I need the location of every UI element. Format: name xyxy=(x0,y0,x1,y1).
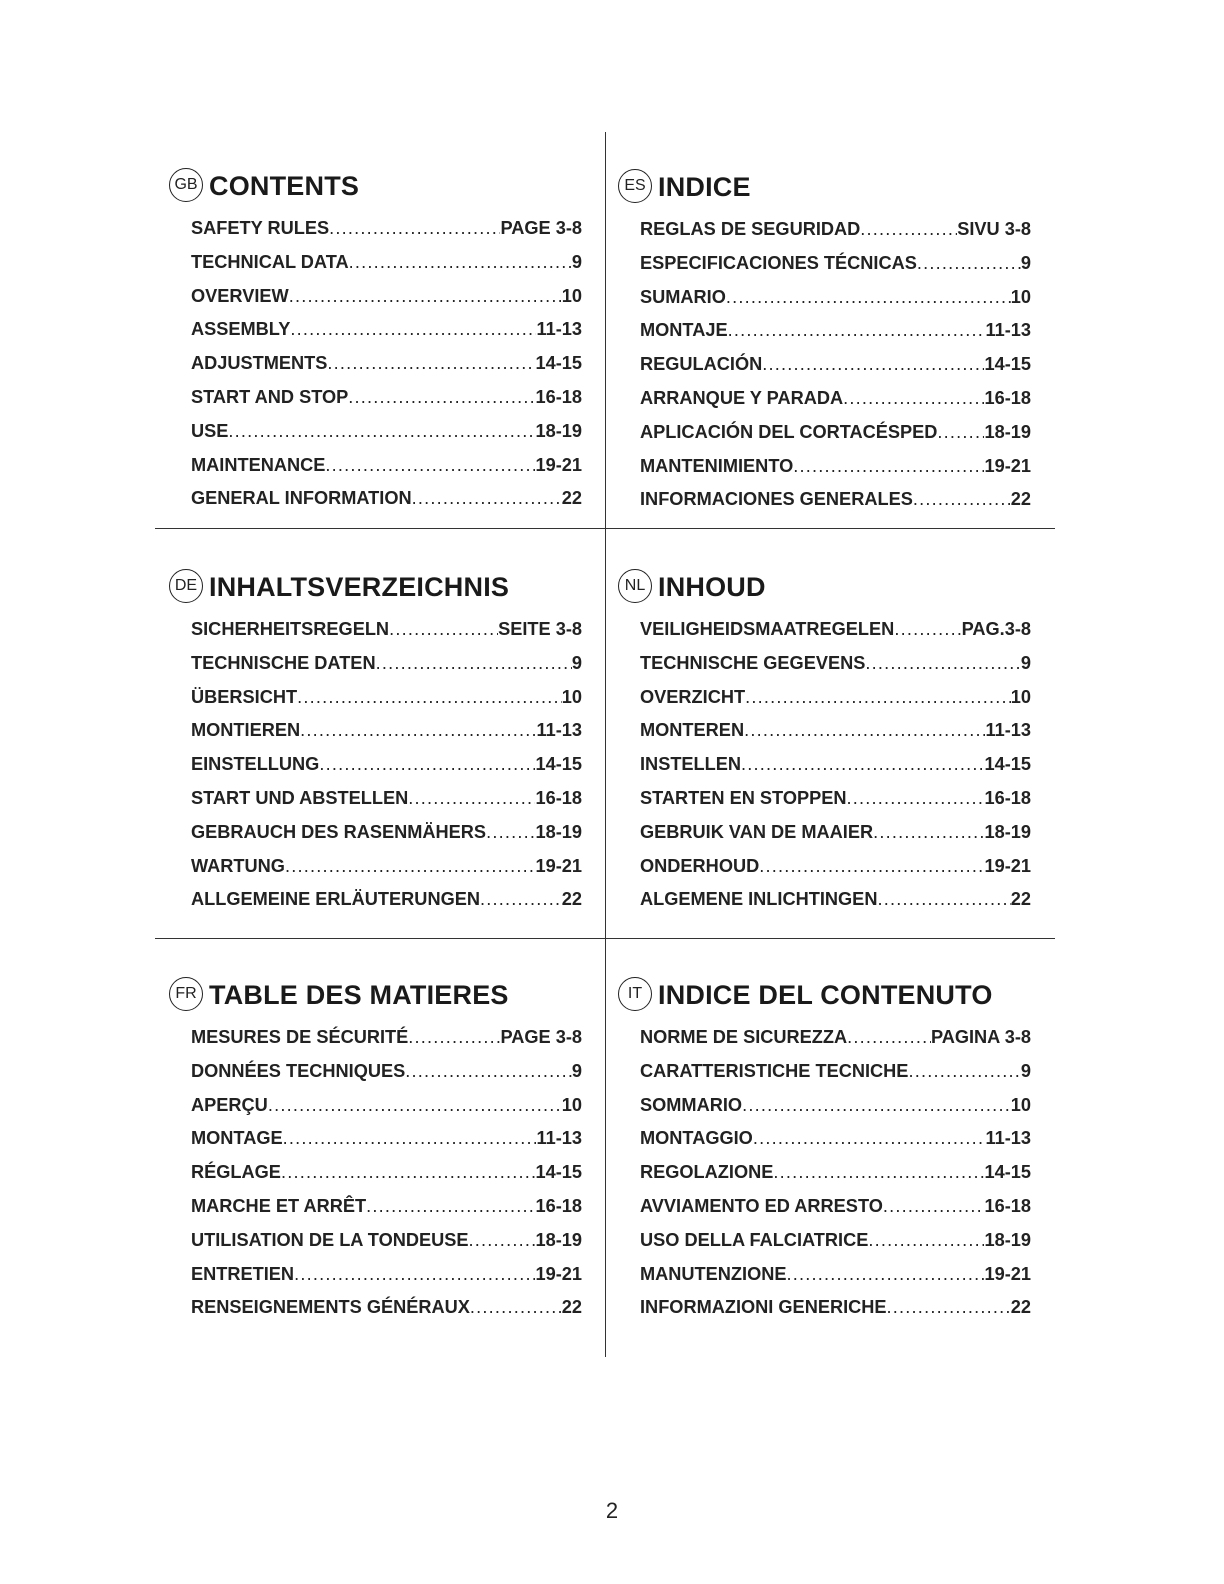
toc-entry-label: GEBRUIK VAN DE MAAIER xyxy=(640,821,874,842)
toc-entry-page: 10 xyxy=(1010,1094,1031,1115)
section-title: TABLE DES MATIERES xyxy=(209,980,509,1010)
toc-entry xyxy=(191,1089,582,1123)
toc-entry-label: ENTRETIEN xyxy=(191,1263,295,1284)
toc-entry-page: 16-18 xyxy=(535,787,582,808)
toc-entry-page: 22 xyxy=(1010,889,1031,910)
language-code-badge: NL xyxy=(618,569,652,603)
toc-entry-page: 18-19 xyxy=(984,1229,1031,1250)
toc-entry xyxy=(191,681,582,715)
toc-entry-label: CARATTERISTICHE TECNICHE xyxy=(640,1060,909,1081)
toc-entry-page: 19-21 xyxy=(984,455,1031,476)
dot-leader xyxy=(376,647,572,681)
dot-leader xyxy=(753,1122,986,1156)
toc-entry xyxy=(640,1055,1031,1089)
toc-entry xyxy=(191,1122,582,1156)
toc-section-nl xyxy=(618,567,1031,917)
toc-entry-label: SAFETY RULES xyxy=(191,218,330,238)
toc-entry-page: 10 xyxy=(561,686,582,707)
toc-entry-label: MANUTENZIONE xyxy=(640,1263,787,1284)
dot-leader xyxy=(937,416,984,450)
toc-entry-label: ASSEMBLY xyxy=(191,319,291,340)
toc-entry-page: 16-18 xyxy=(984,387,1031,408)
toc-entry-label: TECHNICAL DATA xyxy=(191,251,349,272)
toc-entry-page: 16-18 xyxy=(984,787,1031,808)
toc-entry xyxy=(640,681,1031,715)
dot-leader xyxy=(319,748,535,782)
toc-entry-label: TECHNISCHE DATEN xyxy=(191,652,376,673)
toc-entry-label: SUMARIO xyxy=(640,286,726,307)
toc-entry-page: 14-15 xyxy=(535,754,582,775)
toc-entry-label: SICHERHEITSREGELN xyxy=(191,619,390,639)
toc-entry-label: STARTEN EN STOPPEN xyxy=(640,787,847,808)
toc-entry-page: SEITE 3-8 xyxy=(498,619,582,639)
dot-leader xyxy=(300,714,536,748)
toc-entry-page: 9 xyxy=(571,251,582,272)
toc-entry-page: 18-19 xyxy=(984,421,1031,442)
toc-entry-page: 19-21 xyxy=(984,855,1031,876)
toc-entry-label: OVERZICHT xyxy=(640,686,746,707)
dot-leader xyxy=(762,348,984,382)
toc-entry-label: INSTELLEN xyxy=(640,754,742,775)
language-code-badge: IT xyxy=(618,977,652,1011)
toc-entry-label: APERÇU xyxy=(191,1094,268,1115)
dot-leader xyxy=(408,782,535,816)
toc-entry xyxy=(640,1190,1031,1224)
toc-entry xyxy=(191,1291,582,1325)
toc-entry xyxy=(191,482,582,516)
toc-entry xyxy=(191,280,582,314)
dot-leader xyxy=(297,681,562,715)
dot-leader xyxy=(728,314,986,348)
toc-entry xyxy=(640,782,1031,816)
toc-entry xyxy=(640,714,1031,748)
column-divider xyxy=(605,132,606,1357)
dot-leader xyxy=(847,1021,931,1055)
toc-section-de xyxy=(169,567,582,917)
toc-entry-page: 16-18 xyxy=(535,1195,582,1216)
dot-leader xyxy=(773,1156,984,1190)
dot-leader xyxy=(412,482,562,516)
toc-entry-page: 16-18 xyxy=(984,1195,1031,1216)
dot-leader xyxy=(793,450,984,484)
dot-leader xyxy=(883,1190,985,1224)
language-code-badge: GB xyxy=(169,168,203,202)
dot-leader xyxy=(894,613,961,647)
dot-leader xyxy=(745,681,1011,715)
dot-leader xyxy=(285,850,536,884)
toc-entry-page: 14-15 xyxy=(535,1162,582,1183)
dot-leader xyxy=(281,1156,536,1190)
dot-leader xyxy=(366,1190,535,1224)
language-code-badge: DE xyxy=(169,569,203,603)
toc-entry-label: ONDERHOUD xyxy=(640,855,760,876)
toc-entry-label: GEBRAUCH DES RASENMÄHERS xyxy=(191,821,487,842)
section-heading xyxy=(169,975,561,1015)
page-number: 2 xyxy=(605,1498,619,1523)
dot-leader xyxy=(486,816,535,850)
toc-entry-label: MAINTENANCE xyxy=(191,454,326,475)
toc-entry-page: 18-19 xyxy=(535,821,582,842)
toc-entry-page: 22 xyxy=(1010,489,1031,510)
toc-entry-label: SOMMARIO xyxy=(640,1094,743,1115)
toc-entry-page: 10 xyxy=(1010,686,1031,707)
toc-entry-page: PAGE 3-8 xyxy=(500,218,582,238)
toc-entry xyxy=(191,883,582,917)
toc-entry-list xyxy=(191,1021,582,1325)
toc-entry-label: NORME DE SICUREZZA xyxy=(640,1027,848,1047)
toc-entry-page: 19-21 xyxy=(535,855,582,876)
dot-leader xyxy=(389,613,498,647)
dot-leader xyxy=(283,1122,537,1156)
dot-leader xyxy=(289,280,562,314)
toc-entry xyxy=(640,1258,1031,1292)
dot-leader xyxy=(294,1258,535,1292)
toc-entry xyxy=(640,213,1031,247)
dot-leader xyxy=(787,1258,985,1292)
toc-entry-page: 19-21 xyxy=(535,454,582,475)
toc-entry xyxy=(191,1156,582,1190)
section-title: INDICE DEL CONTENUTO xyxy=(658,980,993,1010)
toc-entry-label: INFORMACIONES GENERALES xyxy=(640,489,913,510)
dot-leader xyxy=(917,247,1021,281)
toc-entry-page: 10 xyxy=(561,285,582,306)
toc-entry-label: START AND STOP xyxy=(191,386,349,407)
toc-entry-page: 22 xyxy=(1010,1297,1031,1318)
toc-entry-label: APLICACIÓN DEL CORTACÉSPED xyxy=(640,421,938,442)
toc-entry-label: MONTEREN xyxy=(640,720,745,741)
dot-leader xyxy=(877,883,1010,917)
toc-entry xyxy=(640,748,1031,782)
toc-entry-list xyxy=(640,213,1031,517)
toc-entry-page: 18-19 xyxy=(535,1229,582,1250)
section-title: CONTENTS xyxy=(209,171,360,201)
toc-entry xyxy=(191,313,582,347)
toc-entry-page: 14-15 xyxy=(984,354,1031,375)
toc-entry-label: ÜBERSICHT xyxy=(191,686,298,707)
toc-entry-label: MONTIEREN xyxy=(191,720,301,741)
toc-entry xyxy=(640,247,1031,281)
toc-entry-label: MONTAJE xyxy=(640,320,728,341)
toc-entry xyxy=(640,314,1031,348)
toc-section-it xyxy=(618,975,1031,1325)
toc-entry xyxy=(191,1021,582,1055)
toc-entry-label: ALLGEMEINE ERLÄUTERUNGEN xyxy=(191,889,480,910)
section-title: INHALTSVERZEICHNIS xyxy=(209,572,510,602)
language-code-badge: ES xyxy=(618,169,652,203)
section-heading xyxy=(169,567,561,607)
toc-entry-page: 18-19 xyxy=(984,821,1031,842)
toc-entry xyxy=(640,483,1031,517)
toc-entry-page: 19-21 xyxy=(535,1263,582,1284)
dot-leader xyxy=(469,1224,536,1258)
toc-entry xyxy=(640,348,1031,382)
toc-entry xyxy=(191,782,582,816)
toc-entry-label: GENERAL INFORMATION xyxy=(191,488,412,509)
dot-leader xyxy=(847,782,985,816)
toc-entry-label: ADJUSTMENTS xyxy=(191,353,328,374)
toc-entry-label: USO DELLA FALCIATRICE xyxy=(640,1229,869,1250)
toc-entry-label: OVERVIEW xyxy=(191,285,289,306)
toc-entry-page: 14-15 xyxy=(984,754,1031,775)
toc-entry-label: REGLAS DE SEGURIDAD xyxy=(640,219,861,239)
toc-entry xyxy=(191,816,582,850)
toc-entry-page: PAGE 3-8 xyxy=(500,1027,582,1047)
toc-entry-page: 22 xyxy=(561,889,582,910)
toc-entry-label: MONTAGE xyxy=(191,1128,283,1149)
toc-entry-page: SIVU 3-8 xyxy=(957,219,1031,239)
toc-entry xyxy=(191,415,582,449)
toc-entry-page: 11-13 xyxy=(985,720,1031,741)
toc-entry xyxy=(191,850,582,884)
dot-leader xyxy=(865,647,1021,681)
toc-entry-page: 9 xyxy=(1020,1060,1031,1081)
toc-entry xyxy=(191,647,582,681)
toc-entry xyxy=(191,347,582,381)
dot-leader xyxy=(887,1291,1011,1325)
toc-entry-list xyxy=(640,1021,1031,1325)
dot-leader xyxy=(329,212,500,246)
toc-entry-page: 11-13 xyxy=(985,1128,1031,1149)
section-heading xyxy=(618,567,1010,607)
dot-leader xyxy=(843,382,984,416)
dot-leader xyxy=(290,313,536,347)
toc-section-fr xyxy=(169,975,582,1325)
dot-leader xyxy=(325,449,535,483)
dot-leader xyxy=(268,1089,562,1123)
toc-entry-label: AVVIAMENTO ED ARRESTO xyxy=(640,1195,883,1216)
toc-entry-label: EINSTELLUNG xyxy=(191,754,320,775)
toc-entry xyxy=(191,1055,582,1089)
section-heading xyxy=(169,166,561,206)
dot-leader xyxy=(480,883,562,917)
dot-leader xyxy=(348,381,535,415)
toc-entry-label: TECHNISCHE GEGEVENS xyxy=(640,652,866,673)
toc-entry-page: PAGINA 3-8 xyxy=(930,1027,1031,1047)
dot-leader xyxy=(726,281,1011,315)
toc-entry-list xyxy=(191,212,582,516)
toc-entry-page: 9 xyxy=(1020,652,1031,673)
toc-entry xyxy=(640,416,1031,450)
toc-entry-page: 11-13 xyxy=(985,320,1031,341)
dot-leader xyxy=(327,347,535,381)
toc-entry-label: REGOLAZIONE xyxy=(640,1162,774,1183)
toc-entry xyxy=(640,382,1031,416)
toc-entry xyxy=(640,450,1031,484)
dot-leader xyxy=(908,1055,1020,1089)
toc-entry-label: WARTUNG xyxy=(191,855,285,876)
toc-entry-page: 9 xyxy=(571,1060,582,1081)
dot-leader xyxy=(408,1021,500,1055)
toc-entry xyxy=(640,1156,1031,1190)
dot-leader xyxy=(860,213,957,247)
toc-entry xyxy=(191,246,582,280)
toc-entry-label: MARCHE ET ARRÊT xyxy=(191,1195,367,1216)
toc-entry xyxy=(191,613,582,647)
dot-leader xyxy=(868,1224,984,1258)
dot-leader xyxy=(873,816,984,850)
toc-entry-page: 10 xyxy=(561,1094,582,1115)
toc-entry-page: 9 xyxy=(1020,252,1031,273)
toc-section-es xyxy=(618,167,1031,517)
toc-entry xyxy=(640,1089,1031,1123)
toc-entry xyxy=(191,1190,582,1224)
dot-leader xyxy=(759,850,984,884)
dot-leader xyxy=(913,483,1011,517)
toc-entry-page: 14-15 xyxy=(535,353,582,374)
toc-entry xyxy=(640,883,1031,917)
toc-entry xyxy=(640,1224,1031,1258)
dot-leader xyxy=(470,1291,562,1325)
row-divider-1 xyxy=(155,528,1055,529)
toc-entry xyxy=(640,816,1031,850)
toc-entry-label: VEILIGHEIDSMAATREGELEN xyxy=(640,619,895,639)
dot-leader xyxy=(405,1055,572,1089)
toc-entry-label: UTILISATION DE LA TONDEUSE xyxy=(191,1229,469,1250)
dot-leader xyxy=(742,1089,1011,1123)
toc-entry-label: ESPECIFICACIONES TÉCNICAS xyxy=(640,252,917,273)
toc-entry xyxy=(191,748,582,782)
toc-entry-page: 22 xyxy=(561,488,582,509)
toc-entry-page: 11-13 xyxy=(536,720,582,741)
toc-entry xyxy=(640,613,1031,647)
language-code-badge: FR xyxy=(169,977,203,1011)
toc-entry-page: 9 xyxy=(571,652,582,673)
toc-entry-page: 11-13 xyxy=(536,1128,582,1149)
dot-leader xyxy=(741,748,984,782)
toc-entry xyxy=(191,381,582,415)
toc-entry-list xyxy=(191,613,582,917)
toc-entry xyxy=(191,449,582,483)
toc-entry xyxy=(191,1258,582,1292)
toc-entry-page: 18-19 xyxy=(535,420,582,441)
section-heading xyxy=(618,167,1010,207)
toc-entry xyxy=(191,1224,582,1258)
toc-entry xyxy=(640,850,1031,884)
toc-entry-page: 14-15 xyxy=(984,1162,1031,1183)
toc-entry-page: 19-21 xyxy=(984,1263,1031,1284)
toc-entry-label: MESURES DE SÉCURITÉ xyxy=(191,1027,409,1047)
dot-leader xyxy=(349,246,572,280)
toc-entry-page: PAG.3-8 xyxy=(961,619,1031,639)
toc-entry-label: RÉGLAGE xyxy=(191,1162,281,1183)
toc-entry-label: MONTAGGIO xyxy=(640,1128,753,1149)
toc-section-gb xyxy=(169,166,582,516)
toc-entry xyxy=(191,212,582,246)
dot-leader xyxy=(744,714,985,748)
toc-entry-label: RENSEIGNEMENTS GÉNÉRAUX xyxy=(191,1297,470,1318)
toc-entry-label: DONNÉES TECHNIQUES xyxy=(191,1060,406,1081)
toc-entry-label: ALGEMENE INLICHTINGEN xyxy=(640,889,878,910)
toc-entry-label: REGULACIÓN xyxy=(640,354,763,375)
toc-entry-label: START UND ABSTELLEN xyxy=(191,787,409,808)
toc-entry-label: MANTENIMIENTO xyxy=(640,455,794,476)
section-title: INHOUD xyxy=(658,572,766,602)
toc-entry-list xyxy=(640,613,1031,917)
toc-entry xyxy=(191,714,582,748)
toc-entry xyxy=(640,1122,1031,1156)
row-divider-2 xyxy=(155,938,1055,939)
toc-entry xyxy=(640,1291,1031,1325)
toc-entry-label: INFORMAZIONI GENERICHE xyxy=(640,1297,887,1318)
section-title: INDICE xyxy=(658,172,751,202)
toc-entry xyxy=(640,281,1031,315)
toc-entry-page: 10 xyxy=(1010,286,1031,307)
toc-entry-label: ARRANQUE Y PARADA xyxy=(640,387,844,408)
toc-entry-label: USE xyxy=(191,420,229,441)
toc-entry xyxy=(640,1021,1031,1055)
toc-entry xyxy=(640,647,1031,681)
dot-leader xyxy=(228,415,535,449)
toc-entry-page: 22 xyxy=(561,1297,582,1318)
section-heading xyxy=(618,975,1010,1015)
toc-entry-page: 11-13 xyxy=(536,319,582,340)
toc-entry-page: 16-18 xyxy=(535,386,582,407)
